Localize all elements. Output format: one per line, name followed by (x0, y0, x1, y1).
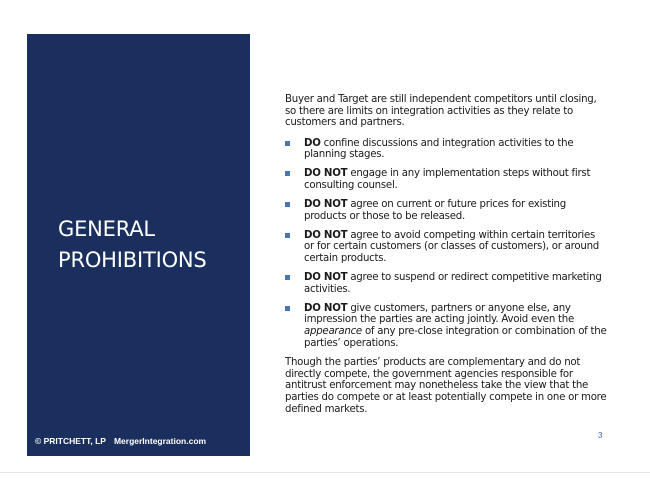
slide-title (58, 214, 243, 276)
list-item (285, 168, 607, 191)
list-item (285, 199, 607, 222)
footer (35, 436, 206, 446)
bullet-list (285, 138, 607, 349)
square-bullet-icon (285, 141, 290, 146)
bullet-keyword: DO NOT (304, 272, 348, 284)
page-number: 3 (598, 431, 603, 440)
list-item (285, 272, 607, 295)
square-bullet-icon (285, 202, 290, 207)
bullet-keyword: DO NOT (304, 199, 348, 211)
square-bullet-icon (285, 275, 290, 280)
square-bullet-icon (285, 233, 290, 238)
intro-paragraph: Buyer and Target are still independent competitors until closing, so there are limits on integration activities as they relate to customers and partners. (285, 94, 597, 129)
square-bullet-icon (285, 171, 290, 176)
closing-paragraph: Though the parties’ products are complementary and do not directly compete, the government agencies responsible for antitrust enforcement may nonetheless take the view that the parties do compete or at least potentially compete in one or more defined markets. (285, 357, 607, 415)
bullet-keyword: DO (304, 137, 321, 149)
footer-website: MergerIntegration.com (113, 436, 207, 446)
slide-body (285, 94, 607, 415)
list-item (285, 303, 607, 349)
bullet-text-after: of any pre-close integration or combination of the parties’ operations. (304, 326, 607, 349)
bullet-keyword: DO NOT (304, 302, 348, 314)
footer-copyright: © PRITCHETT, LP (35, 436, 106, 446)
bullet-keyword: DO NOT (304, 168, 348, 180)
list-item (285, 138, 607, 161)
bottom-divider (0, 472, 650, 473)
bullet-keyword: DO NOT (304, 229, 348, 241)
list-item (285, 230, 607, 265)
bullet-text: agree to suspend or redirect competitive marketing activities. (304, 272, 602, 295)
bullet-text: confine discussions and integration activities to the planning stages. (304, 137, 574, 161)
bullet-text: agree on current or future prices for existing products or those to be released. (304, 199, 566, 222)
title-panel (27, 34, 250, 456)
bullet-emphasis: appearance (304, 326, 362, 337)
bullet-text: engage in any implementation steps without first consulting counsel. (304, 168, 591, 192)
bullet-text: give customers, partners or anyone else, any impression the parties are acting jointly. Avoid even the (304, 302, 574, 326)
slide-title-line: GENERAL (58, 217, 155, 241)
bullet-text: agree to avoid competing within certain territories or for certain customers (or classes of customers), or around certain products. (304, 229, 600, 265)
slide-title-line: PROHIBITIONS (58, 248, 207, 272)
square-bullet-icon (285, 306, 290, 311)
